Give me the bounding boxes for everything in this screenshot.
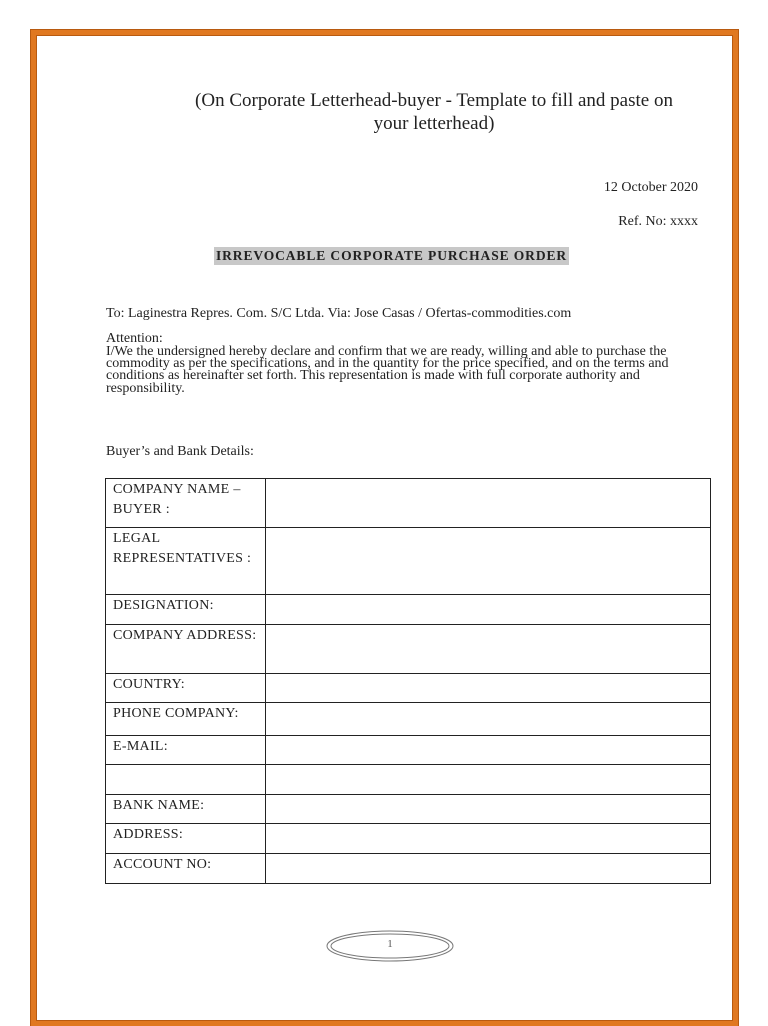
buyer-bank-details-table xyxy=(105,478,711,884)
row-label xyxy=(106,765,266,795)
letterhead-note-line-2: your letterhead) xyxy=(373,113,495,134)
row-label: E-MAIL: xyxy=(106,736,266,765)
declaration-paragraph: I/We the undersigned hereby declare and confirm that we are ready, willing and able to purchase the commodity as per the specifications, and in the quantity for the price specified, and on the terms and conditions as hereinafter set forth. This representation is made with full corporate authority and responsibility. xyxy=(106,344,669,396)
letterhead-note xyxy=(100,89,768,135)
row-label: DESIGNATION: xyxy=(106,595,266,625)
table-row xyxy=(106,703,711,736)
attention-label: Attention: xyxy=(106,331,163,346)
row-value-field[interactable] xyxy=(266,703,711,736)
reference-number: Ref. No: xxxx xyxy=(618,214,698,229)
table-row xyxy=(106,479,711,528)
row-value-field[interactable] xyxy=(266,736,711,765)
row-value-field[interactable] xyxy=(266,479,711,528)
table-row xyxy=(106,674,711,703)
row-value-field[interactable] xyxy=(266,595,711,625)
recipient-line: To: Laginestra Repres. Com. S/C Ltda. Via: Jose Casas / Ofertas-commodities.com xyxy=(106,306,572,321)
table-row xyxy=(106,854,711,884)
table-row xyxy=(106,824,711,854)
row-value-field[interactable] xyxy=(266,674,711,703)
row-label: COUNTRY: xyxy=(106,674,266,703)
table-row xyxy=(106,595,711,625)
row-label: PHONE COMPANY: xyxy=(106,703,266,736)
row-label: COMPANY NAME – BUYER : xyxy=(106,479,266,528)
row-label: ACCOUNT NO: xyxy=(106,854,266,884)
letterhead-note-line-1: (On Corporate Letterhead-buyer - Template to fill and paste on xyxy=(195,90,673,111)
row-value-field[interactable] xyxy=(266,625,711,674)
details-section-label: Buyer’s and Bank Details: xyxy=(106,444,254,459)
table-row xyxy=(106,765,711,795)
row-label: ADDRESS: xyxy=(106,824,266,854)
table-row xyxy=(106,795,711,824)
row-value-field[interactable] xyxy=(266,795,711,824)
document-title: IRREVOCABLE CORPORATE PURCHASE ORDER xyxy=(216,248,568,263)
table-row xyxy=(106,528,711,595)
row-label: COMPANY ADDRESS: xyxy=(106,625,266,674)
page-number: 1 xyxy=(387,938,393,950)
table-row xyxy=(106,736,711,765)
row-value-field[interactable] xyxy=(266,528,711,595)
document-date: 12 October 2020 xyxy=(603,180,698,195)
row-label: LEGAL REPRESENTATIVES : xyxy=(106,528,266,595)
table-row xyxy=(106,625,711,674)
row-value-field[interactable] xyxy=(266,824,711,854)
row-label: BANK NAME: xyxy=(106,795,266,824)
row-value-field[interactable] xyxy=(266,854,711,884)
row-value-field[interactable] xyxy=(266,765,711,795)
